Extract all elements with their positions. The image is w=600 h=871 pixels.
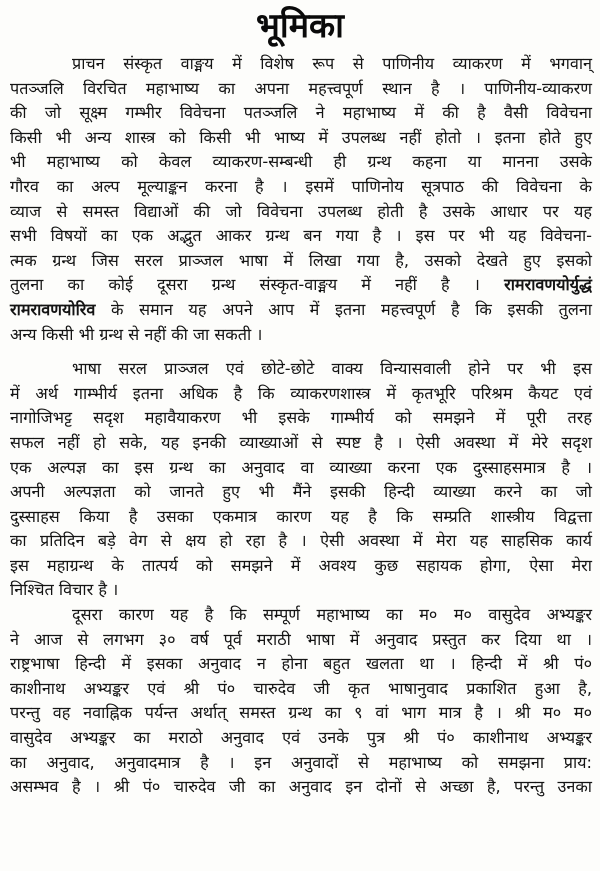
paragraph-1 [10,52,592,347]
text-line: की जो सूक्ष्म गम्भीर विवेचना पतञ्जलि ने महाभाष्य में की है वैसी विवेचना [10,103,592,123]
paragraph-spacer [10,347,592,357]
text-line: परन्तु वह नवाह्निक पर्यन्त अर्थात् समस्त ग्रन्थ का ९ वां भाग मात्र है । श्री म० म० [10,703,592,723]
text-line: असम्भव है । श्री पं० चारुदेव जी का अनुवाद इन दोनों से अच्छा है, परन्तु उनका [10,777,592,797]
text-line: त्मक ग्रन्थ जिस सरल प्राञ्जल भाषा में लिखा गया है, उसको देखते हुए इसको [10,250,592,270]
text-line: अपनी अल्पज्ञता को जानते हुए भी मैंने इसकी हिन्दी व्याख्या करने का जो [10,482,592,502]
bold-quote-text: रामरावणयोरिव [10,299,96,319]
text-line: का अनुवाद, अनुवादमात्र है । इन अनुवादों से महाभाष्य को समझना प्राय: [10,752,592,772]
text-segment: के समान यह अपने आप में इतना महत्त्वपूर्ण है कि इसकी तुलना [95,299,592,319]
text-line: का प्रतिदिन बड़े वेग से क्षय हो रहा है । ऐसी अवस्था में मेरा यह साहसिक कार्य [10,531,592,551]
text-line: सभी विषयों का एक अद्भुत आकर ग्रन्थ बन गया है । इस पर भी यह विवेचना- [10,226,592,246]
text-line: एक अल्पज्ञ का इस ग्रन्थ का अनुवाद वा व्याख्या करना एक दुस्साहसमात्र है । [10,457,592,477]
text-line: प्राचन संस्कृत वाङ्मय में विशेष रूप से पाणिनीय व्याकरण में भगवान् [72,54,592,73]
text-line: राष्ट्रभाषा हिन्दी में इसका अनुवाद न होना बहुत खलता था । हिन्दी में श्री पं० [10,654,592,674]
text-line: वासुदेव अभ्यङ्कर का मराठो अनुवाद एवं उनके पुत्र श्री पं० काशीनाथ अभ्यङ्कर [10,728,592,748]
text-line: भाषा सरल प्राञ्जल एवं छोटे-छोटे वाक्य विन्यासवाली होने पर भी इस [72,359,592,379]
text-line: पतञ्जलि विरचित महाभाष्य का अपना महत्त्वपूर्ण स्थान है । पाणिनीय-व्याकरण [10,78,592,98]
text-line: दुस्साहस किया है उसका एकमात्र कारण यह है कि सम्प्रति शास्त्रीय विद्वत्ता [10,506,592,526]
text-line: निश्चित विचार है । [10,580,119,600]
paragraph-2 [10,357,592,603]
text-line: सफल नहीं हो सके, यह इनकी व्याख्याओं से स्पष्ट है । ऐसी अवस्था में मेरे सदृश [10,432,592,452]
text-line: में अर्थ गाम्भीर्य इतना अधिक है कि व्याकरणशास्त्र में कृतभूरि परिश्रम कैयट एवं [10,383,592,403]
text-segment: तुलना का कोई दूसरा ग्रन्थ संस्कृत-वाङ्मय में नहीं है । [10,275,505,295]
text-line: ने आज से लगभग ३० वर्ष पूर्व मराठी भाषा में अनुवाद प्रस्तुत कर दिया था । [10,629,592,649]
text-line: दूसरा कारण यह है कि सम्पूर्ण महाभाष्य का म० म० वासुदेव अभ्यङ्कर [72,605,592,625]
text-line: नागोजिभट्ट सदृश महावैयाकरण भी इसके गाम्भीर्य को समझने में पूरी तरह [10,408,592,428]
text-line: गौरव का अल्प मूल्याङ्कन करना है । इसमें पाणिनोय सूत्रपाठ की विवेचना के [10,176,592,196]
document-body [10,52,592,800]
text-line-with-bold-quote [10,298,592,323]
text-line: इस महाग्रन्थ के तात्पर्य को समझने में अवश्य कुछ सहायक होगा, ऐसा मेरा [10,555,592,575]
paragraph-3 [10,603,592,800]
text-line-with-bold-quote [10,273,592,298]
page-title: भूमिका [256,6,344,46]
text-line: किसी भी अन्य शास्त्र को किसी भी भाष्य में उपलब्ध नहीं होतो । इतना होते हुए [10,127,592,147]
text-line: भी महाभाष्य को केवल व्याकरण-सम्बन्धी ही ग्रन्थ कहना या मानना उसके [10,152,592,172]
text-line: काशीनाथ अभ्यङ्कर एवं श्री पं० चारुदेव जी कृत भाषानुवाद प्रकाशित हुआ है, [10,678,592,698]
bold-quote-text: रामरावणयोर्युद्धं [504,275,592,295]
text-line: व्याज से समस्त विद्याओं की जो विवेचना उपलब्ध होती है उसके आधार पर यह [10,201,592,221]
text-line: अन्य किसी भी ग्रन्थ से नहीं की जा सकती । [10,324,263,344]
